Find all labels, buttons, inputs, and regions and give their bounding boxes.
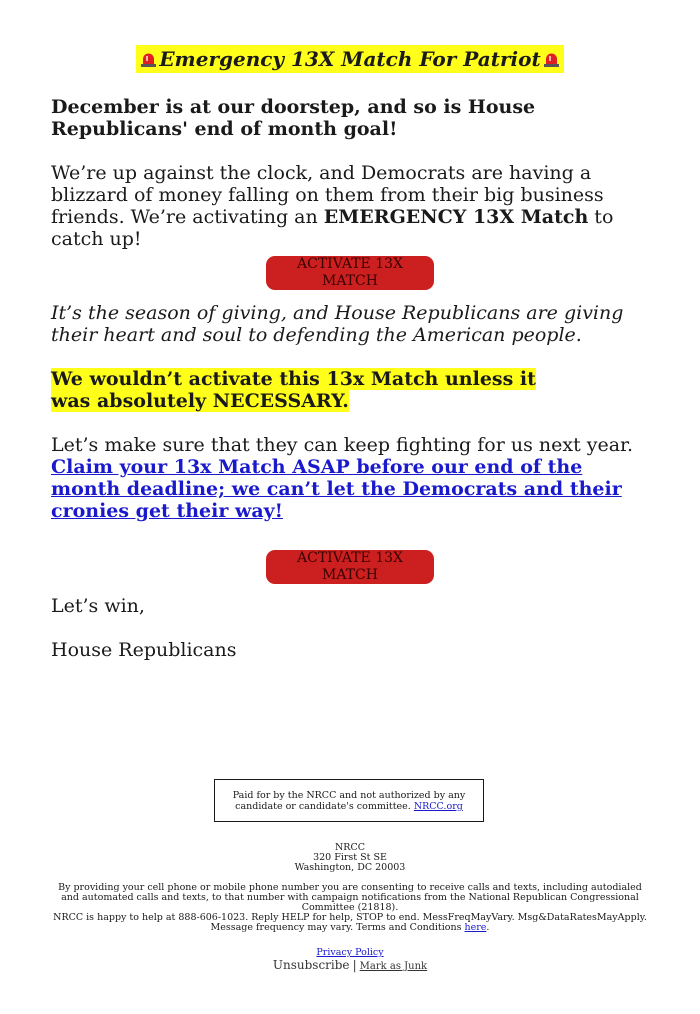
unsubscribe-link[interactable]: Unsubscribe — [272, 958, 350, 972]
intro-heading: December is at our doorstep, and so is House Republicans' end of month goal! — [51, 96, 536, 140]
mark-as-junk-link[interactable]: Mark as Junk — [359, 961, 428, 972]
activate-match-button-1[interactable]: ACTIVATE 13X MATCH — [266, 256, 434, 290]
help-text: NRCC is happy to help at 888-606-1023. Reply HELP for help, STOP to end. MessFreqMayVary. Msg&DataRatesMayApply. Message frequency may vary. Terms and Conditions — [53, 912, 647, 933]
consent-text: By providing your cell phone or mobile phone number you are consenting to receive calls and texts, including autodialed and automated calls and texts, to that number with campaign notifications from the National Republican Congressional Committee (21818). — [58, 882, 642, 913]
closing-line: Let’s win, — [51, 595, 145, 617]
footer-address — [0, 843, 700, 873]
help-text-block: NRCC is happy to help at 888-606-1023. Reply HELP for help, STOP to end. MessFreqMayVary. Msg&DataRatesMayApply. Message frequency may vary. Terms and Conditions here. — [53, 912, 647, 933]
necessary-paragraph — [51, 368, 571, 412]
button-row-2 — [0, 550, 700, 584]
paragraph-clock-text-a: We’re up against the clock, and Democrats are having a blizzard of money falling on them from their big business friends. We’re activating an — [51, 162, 604, 228]
paragraph-clock-text-b: to catch up! — [51, 206, 614, 250]
siren-icon — [139, 50, 158, 68]
privacy-policy-link[interactable]: Privacy Policy — [316, 947, 384, 958]
paid-for-text: Paid for by the NRCC and not authorized by any candidate or candidate's committee. — [232, 790, 466, 812]
button-row-1 — [0, 256, 700, 290]
emergency-match-bold: EMERGENCY 13X Match — [323, 206, 589, 228]
activate-match-button-2[interactable]: ACTIVATE 13X MATCH — [266, 550, 434, 584]
paragraph-clock — [51, 162, 651, 250]
terms-here-link[interactable]: here — [464, 922, 487, 933]
separator: | — [352, 958, 357, 972]
unsubscribe-row — [0, 959, 700, 973]
street-address: 320 First St SE — [313, 852, 387, 863]
headline-banner — [136, 45, 563, 73]
headline-row — [0, 45, 700, 73]
privacy-row — [0, 948, 700, 958]
siren-icon — [542, 50, 561, 68]
city-address: Washington, DC 20003 — [294, 862, 406, 873]
keep-fighting-paragraph — [51, 434, 651, 522]
necessary-highlight: We wouldn’t activate this 13x Match unless it was absolutely NECESSARY. — [51, 368, 536, 412]
nrcc-link[interactable]: NRCC.org — [413, 801, 463, 812]
signature: House Republicans — [51, 639, 237, 661]
keep-fighting-text: Let’s make sure that they can keep fighting for us next year. — [51, 434, 634, 456]
claim-match-link[interactable]: Claim your 13x Match ASAP before our end of the month deadline; we can’t let the Democrats and their cronies get their way! — [51, 456, 622, 522]
paid-for-disclaimer — [214, 779, 484, 822]
org-name: NRCC — [334, 842, 365, 853]
season-of-giving-paragraph: It’s the season of giving, and House Republicans are giving their heart and soul to defending the American people. — [51, 302, 624, 346]
headline-text: Emergency 13X Match For Patriot — [159, 47, 541, 71]
